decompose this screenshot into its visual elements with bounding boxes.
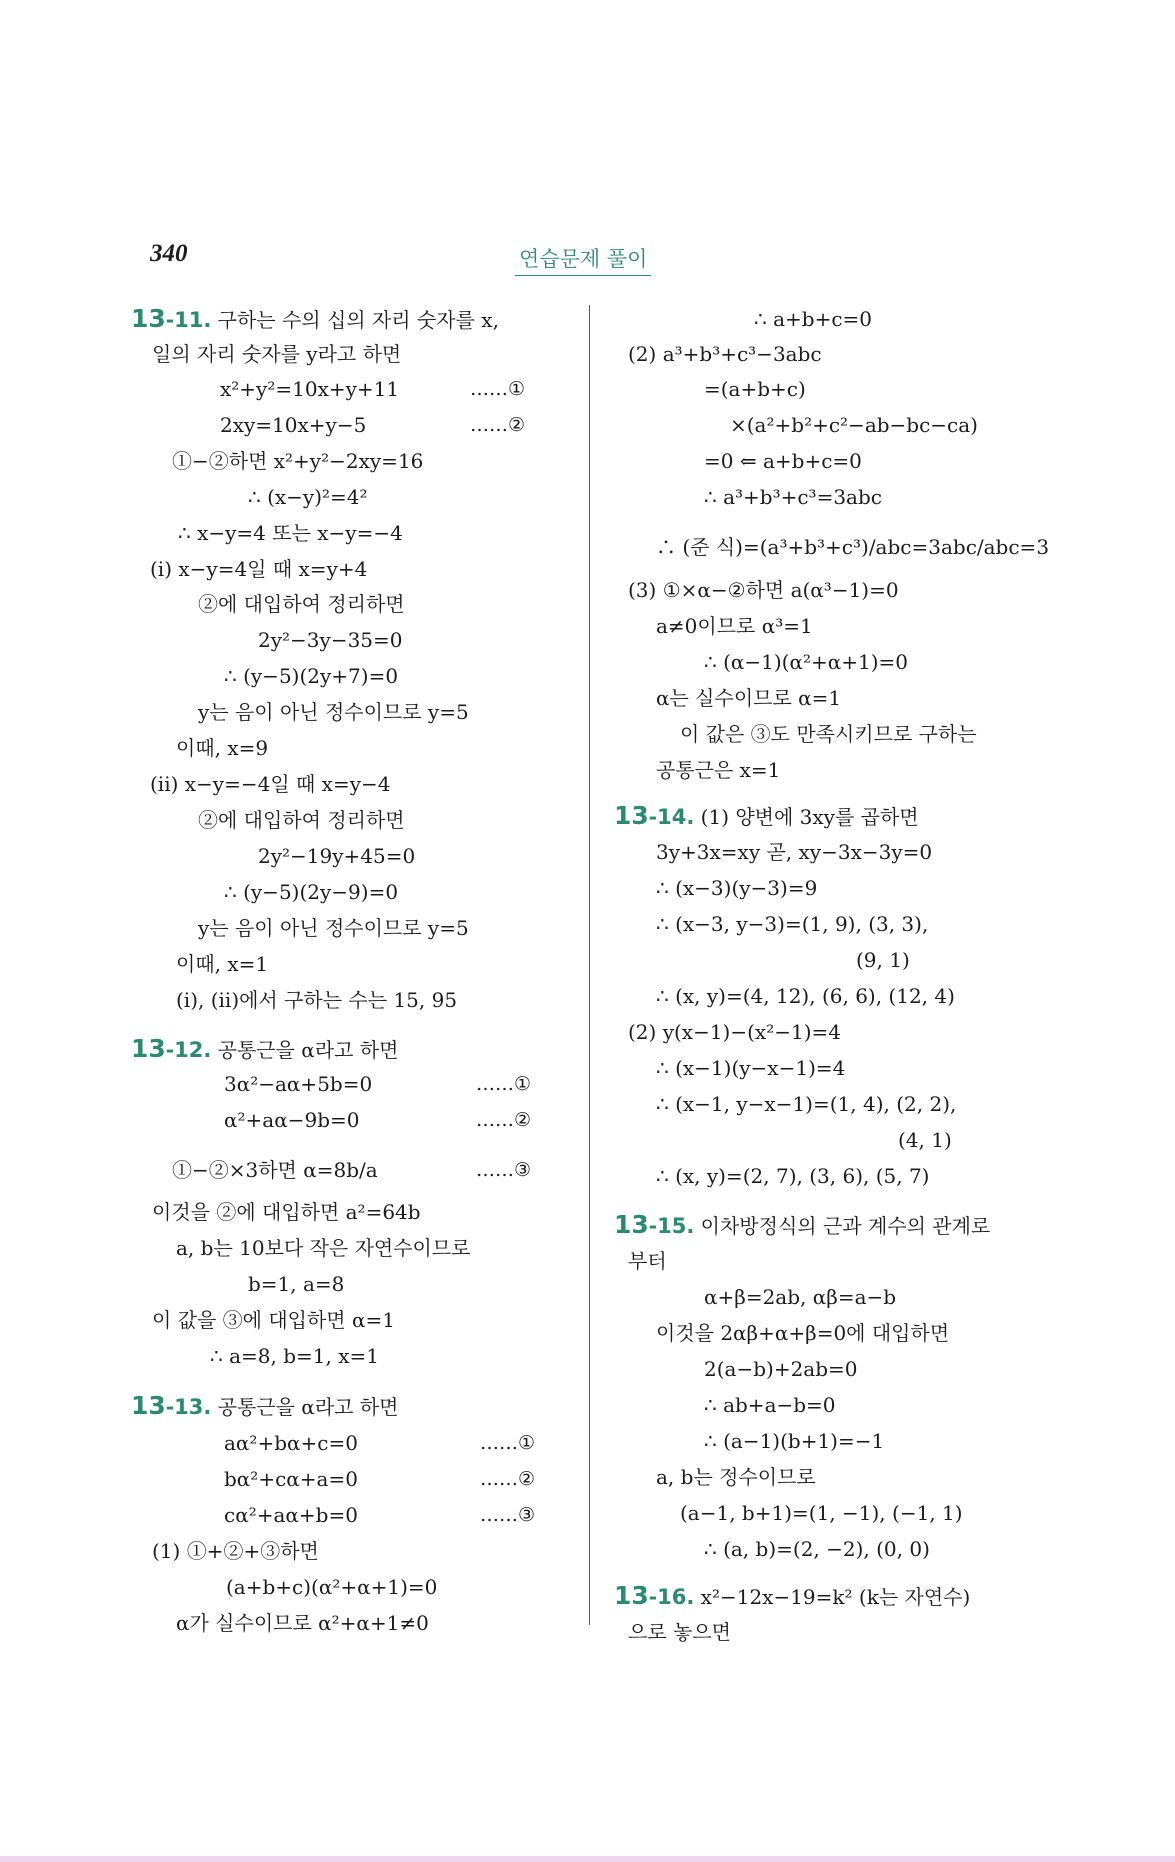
text-line: a, b는 정수이므로 bbox=[656, 1465, 816, 1489]
text-line: ∴ (a−1)(b+1)=−1 bbox=[704, 1429, 885, 1453]
text-line: 이 값을 ③에 대입하면 α=1 bbox=[152, 1308, 395, 1332]
text-line: 3y+3x=xy 곧, xy−3x−3y=0 bbox=[656, 840, 933, 864]
text-line: cα²+aα+b=0 bbox=[224, 1503, 358, 1527]
text-line: 이것을 ②에 대입하면 a²=64b bbox=[152, 1200, 421, 1224]
text-line: (3) ①×α−②하면 a(α³−1)=0 bbox=[628, 578, 899, 602]
text-line: ∴ (y−5)(2y−9)=0 bbox=[224, 880, 399, 904]
equation-marker: ……② bbox=[480, 1468, 536, 1490]
text-line: (i) x−y=4일 때 x=y+4 bbox=[150, 557, 368, 581]
text-line: y는 음이 아닌 정수이므로 y=5 bbox=[198, 916, 469, 940]
page-number: 340 bbox=[150, 240, 188, 267]
text-line: y는 음이 아닌 정수이므로 y=5 bbox=[198, 700, 469, 724]
text-line: b=1, a=8 bbox=[248, 1272, 345, 1296]
text-line: (a+b+c)(α²+α+1)=0 bbox=[226, 1575, 438, 1599]
problem-number: 13-11. bbox=[131, 304, 212, 333]
text-line: ①−②×3하면 α=8b/a bbox=[172, 1158, 378, 1182]
text-line: ×(a²+b²+c²−ab−bc−ca) bbox=[730, 413, 978, 437]
text-line: 공통근은 x=1 bbox=[656, 758, 781, 782]
text-line: α²+aα−9b=0 bbox=[224, 1108, 360, 1132]
text-line: ∴ a+b+c=0 bbox=[754, 307, 873, 331]
text-line: a≠0이므로 α³=1 bbox=[656, 614, 813, 638]
text-line: α가 실수이므로 α²+α+1≠0 bbox=[176, 1611, 429, 1635]
text-line: 2xy=10x+y−5 bbox=[220, 413, 367, 437]
problem-number: 13-14. bbox=[614, 801, 695, 830]
equation-marker: ……② bbox=[470, 414, 526, 436]
text-line: ②에 대입하여 정리하면 bbox=[198, 808, 405, 832]
equation-marker: ……① bbox=[476, 1073, 532, 1095]
problem-heading: 13-11. 구하는 수의 십의 자리 숫자를 x, bbox=[131, 304, 499, 333]
text-line: ∴ (a, b)=(2, −2), (0, 0) bbox=[704, 1537, 930, 1561]
problem-number: 13-16. bbox=[614, 1581, 695, 1610]
text-line: ②에 대입하여 정리하면 bbox=[198, 592, 405, 616]
text-line: x²+y²=10x+y+11 bbox=[220, 377, 400, 401]
problem-heading: 13-12. 공통근을 α라고 하면 bbox=[131, 1034, 399, 1063]
text-line: ∴ (y−5)(2y+7)=0 bbox=[224, 664, 399, 688]
text-line: ∴ (x, y)=(4, 12), (6, 6), (12, 4) bbox=[656, 984, 955, 1008]
text-line: =0 ⇐ a+b+c=0 bbox=[704, 449, 862, 473]
text-line: 2y²−19y+45=0 bbox=[258, 844, 416, 868]
problem-number: 13-12. bbox=[131, 1034, 212, 1063]
text-line: ∴ (x, y)=(2, 7), (3, 6), (5, 7) bbox=[656, 1164, 930, 1188]
text-line: 3α²−aα+5b=0 bbox=[224, 1072, 373, 1096]
text-line: 부터 bbox=[628, 1249, 667, 1273]
column-divider bbox=[589, 305, 590, 1625]
text-line: (ii) x−y=−4일 때 x=y−4 bbox=[150, 772, 391, 796]
text-line: ∴ a=8, b=1, x=1 bbox=[210, 1344, 379, 1368]
text-line: (2) a³+b³+c³−3abc bbox=[628, 342, 822, 366]
text-line: bα²+cα+a=0 bbox=[224, 1467, 358, 1491]
text-line: ∴ (x−y)²=4² bbox=[248, 485, 368, 509]
text-line: ∴ (x−3)(y−3)=9 bbox=[656, 876, 818, 900]
text-line: α는 실수이므로 α=1 bbox=[656, 686, 842, 710]
text-line: 이때, x=9 bbox=[176, 736, 269, 760]
text-line: (2) y(x−1)−(x²−1)=4 bbox=[628, 1020, 841, 1044]
text-line: 이때, x=1 bbox=[176, 952, 269, 976]
text-line: α+β=2ab, αβ=a−b bbox=[704, 1285, 897, 1309]
text-line: =(a+b+c) bbox=[704, 377, 806, 401]
text-line: (4, 1) bbox=[898, 1128, 952, 1152]
problem-number: 13-13. bbox=[131, 1391, 212, 1420]
equation-marker: ……③ bbox=[476, 1159, 532, 1181]
text-line: ∴ (준 식)=(a³+b³+c³)/abc=3abc/abc=3 bbox=[656, 535, 1050, 559]
text-line: ∴ (α−1)(α²+α+1)=0 bbox=[704, 650, 909, 674]
text-line: 2(a−b)+2ab=0 bbox=[704, 1357, 858, 1381]
text-line: aα²+bα+c=0 bbox=[224, 1431, 358, 1455]
text-line: ∴ ab+a−b=0 bbox=[704, 1393, 836, 1417]
running-title: 연습문제 풀이 bbox=[515, 243, 651, 276]
text-line: 으로 놓으면 bbox=[628, 1620, 731, 1644]
text-line: 일의 자리 숫자를 y라고 하면 bbox=[152, 342, 402, 366]
text-line: (9, 1) bbox=[856, 948, 910, 972]
text-line: 이 값은 ③도 만족시키므로 구하는 bbox=[680, 722, 977, 746]
equation-marker: ……① bbox=[480, 1432, 536, 1454]
equation-marker: ……① bbox=[470, 378, 526, 400]
text-line: 이것을 2αβ+α+β=0에 대입하면 bbox=[656, 1321, 950, 1345]
page-edge-strip bbox=[0, 1856, 1175, 1862]
text-line: a, b는 10보다 작은 자연수이므로 bbox=[176, 1236, 471, 1260]
text-line: ∴ a³+b³+c³=3abc bbox=[704, 485, 882, 509]
equation-marker: ……② bbox=[476, 1109, 532, 1131]
problem-heading: 13-16. x²−12x−19=k² (k는 자연수) bbox=[614, 1581, 971, 1610]
text-line: 2y²−3y−35=0 bbox=[258, 628, 403, 652]
problem-heading: 13-14. (1) 양변에 3xy를 곱하면 bbox=[614, 801, 919, 830]
text-line: ∴ (x−1)(y−x−1)=4 bbox=[656, 1056, 846, 1080]
equation-marker: ……③ bbox=[480, 1504, 536, 1526]
text-line: ∴ (x−1, y−x−1)=(1, 4), (2, 2), bbox=[656, 1092, 957, 1116]
problem-heading: 13-13. 공통근을 α라고 하면 bbox=[131, 1391, 399, 1420]
text-line: ①−②하면 x²+y²−2xy=16 bbox=[172, 449, 424, 473]
problem-heading: 13-15. 이차방정식의 근과 계수의 관계로 bbox=[614, 1210, 991, 1239]
text-line: (1) ①+②+③하면 bbox=[152, 1539, 319, 1563]
text-line: ∴ (x−3, y−3)=(1, 9), (3, 3), bbox=[656, 912, 929, 936]
problem-number: 13-15. bbox=[614, 1210, 695, 1239]
text-line: (i), (ii)에서 구하는 수는 15, 95 bbox=[176, 988, 458, 1012]
text-line: (a−1, b+1)=(1, −1), (−1, 1) bbox=[680, 1501, 963, 1525]
text-line: ∴ x−y=4 또는 x−y=−4 bbox=[178, 521, 403, 545]
